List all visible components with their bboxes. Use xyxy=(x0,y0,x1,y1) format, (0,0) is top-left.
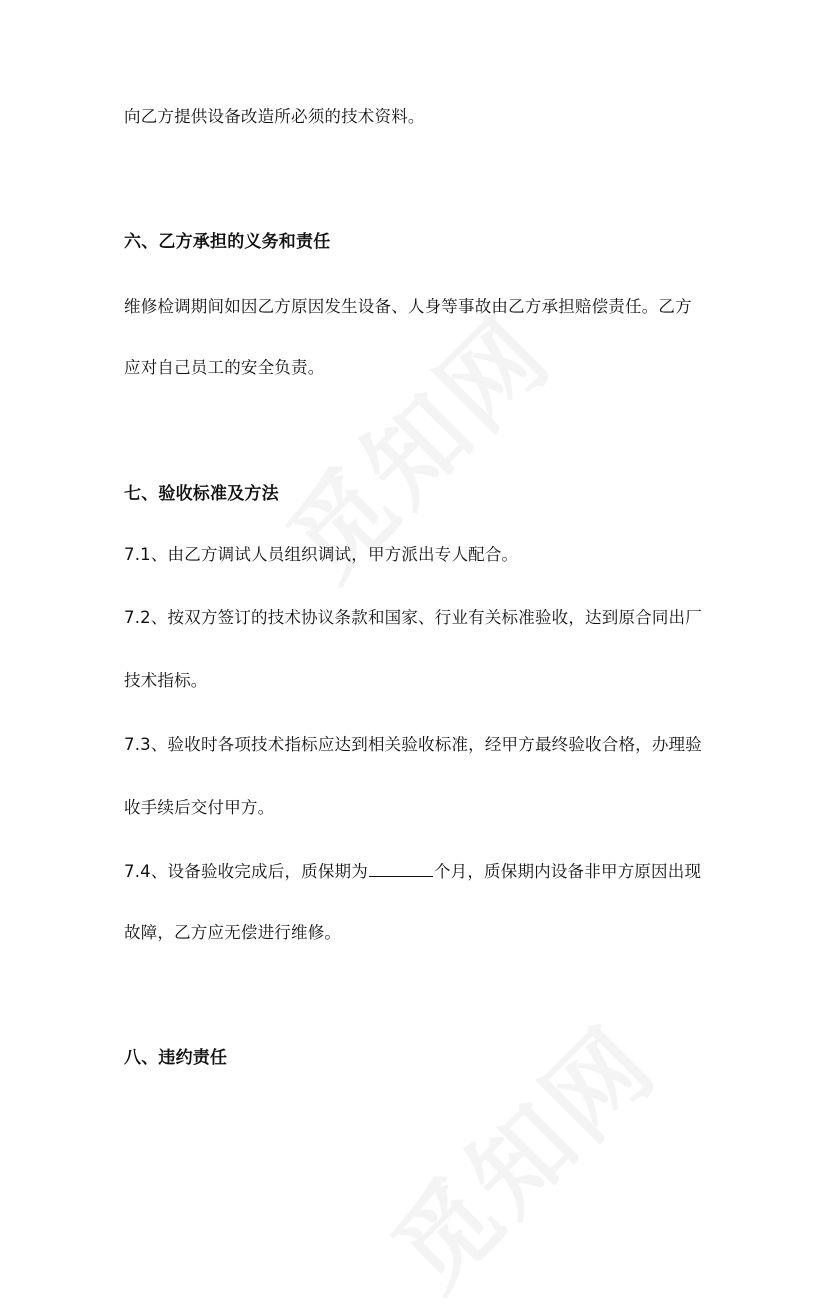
section7-item4-text-before: 7.4、设备验收完成后，质保期为 xyxy=(124,862,368,881)
section6-heading: 六、乙方承担的义务和责任 xyxy=(124,232,331,252)
section7-item2-line2: 技术指标。 xyxy=(124,671,208,690)
section7-item1: 7.1、由乙方调试人员组织调试，甲方派出专人配合。 xyxy=(124,545,519,564)
watermark-text xyxy=(356,989,683,1315)
section8-heading: 八、违约责任 xyxy=(124,1048,228,1068)
section7-item2-line1: 7.2、按双方签订的技术协议条款和国家、行业有关标准验收，达到原合同出厂 xyxy=(124,608,702,627)
section7-item3-line2: 收手续后交付甲方。 xyxy=(124,798,275,817)
section6-line1: 维修检调期间如因乙方原因发生设备、人身等事故由乙方承担赔偿责任。乙方 xyxy=(124,297,692,316)
section7-item4-line1 xyxy=(124,858,701,884)
paragraph-intro: 向乙方提供设备改造所必须的技术资料。 xyxy=(124,107,425,126)
fill-in-blank xyxy=(369,858,433,877)
section6-line2: 应对自己员工的安全负责。 xyxy=(124,358,325,377)
section7-heading: 七、验收标准及方法 xyxy=(124,484,279,504)
section7-item4-line2: 故障，乙方应无偿进行维修。 xyxy=(124,923,342,942)
section7-item4-text-after: 个月，质保期内设备非甲方原因出现 xyxy=(433,862,702,881)
section7-item3-line1: 7.3、验收时各项技术指标应达到相关验收标准，经甲方最终验收合格，办理验 xyxy=(124,735,702,754)
